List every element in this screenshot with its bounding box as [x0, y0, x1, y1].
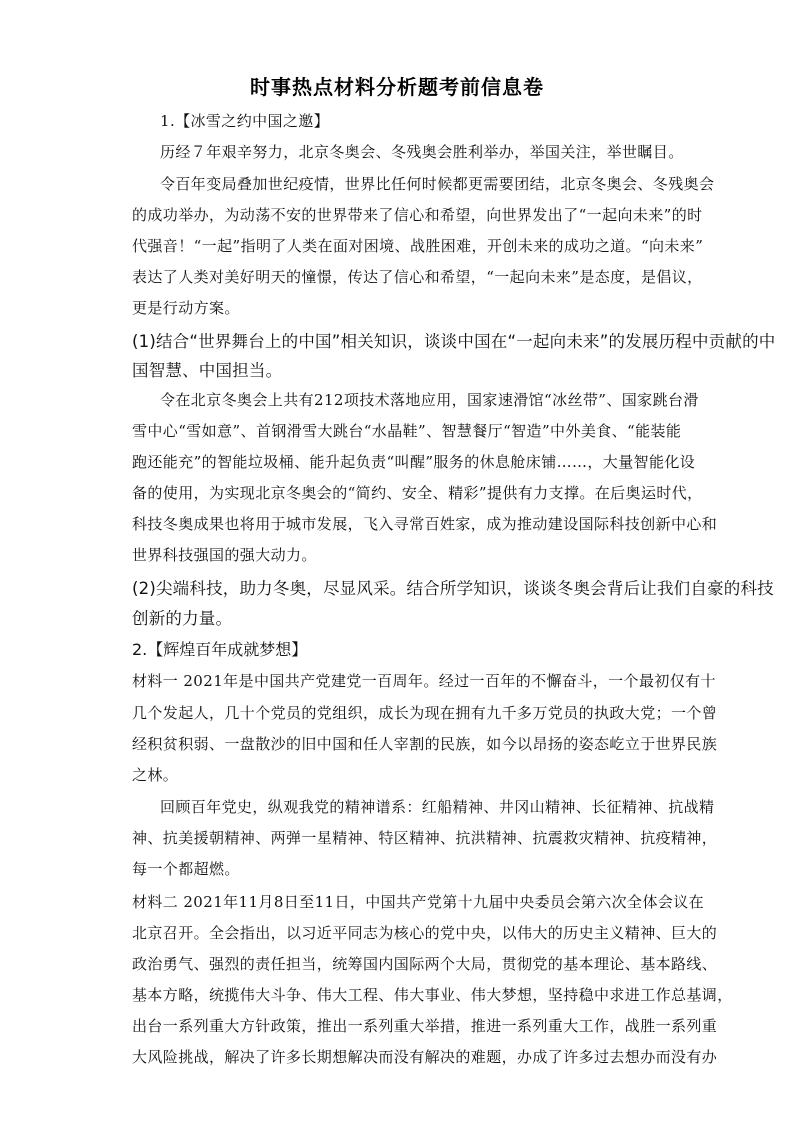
- q1-material2-line: 科技冬奥成果也将用于城市发展，飞入寻常百姓家，成为推动建设国际科技创新中心和: [132, 515, 718, 533]
- q1-material2-line: 跑还能充”的智能垃圾桶、能升起负责“叫醒”服务的休息舱床铺……，大量智能化设: [132, 453, 696, 471]
- q1-subquestion-2: (2)尖端科技，助力冬奥，尽显风采。结合所学知识，谈谈冬奥会背后让我们自豪的科技: [132, 579, 774, 598]
- q1-material2-line: 雪中心“雪如意”、首钢滑雪大跳台“水晶鞋”、智慧餐厅“智造”中外美食、“能装能: [132, 422, 682, 440]
- q2-material1-line: 经积贫积弱、一盘散沙的旧中国和任人宰割的民族，如今以昂扬的姿态屹立于世界民族: [132, 735, 718, 753]
- q1-subquestion-2: 创新的力量。: [132, 609, 233, 628]
- q2-material2-line: 北京召开。全会指出，以习近平同志为核心的党中央，以伟大的历史主义精神、巨大的: [132, 924, 718, 942]
- q2-material2-line: 政治勇气、强烈的责任担当，统筹国内国际两个大局，贯彻党的基本理论、基本路线、: [132, 955, 718, 973]
- q1-subquestion-1: 国智慧、中国担当。: [132, 361, 283, 380]
- q1-intro: 历经７年艰辛努力，北京冬奥会、冬残奥会胜利举办，举国关注，举世瞩目。: [160, 143, 684, 161]
- q1-heading: 1.【冰雪之约中国之邀】: [160, 112, 330, 130]
- q2-review-line: 每一个都超燃。: [132, 860, 240, 878]
- q1-material1-line: 令百年变局叠加世纪疫情，世界比任何时候都更需要团结，北京冬奥会、冬残奥会: [160, 175, 715, 193]
- q2-material2-line: 出台一系列重大方针政策，推出一系列重大举措，推进一系列重大工作，战胜一系列重: [132, 1017, 718, 1035]
- q1-material2-line: 备的使用，为实现北京冬奥会的“简约、安全、精彩”提供有力支撑。在后奥运时代，: [132, 484, 703, 502]
- q1-subquestion-1: (1)结合“世界舞台上的中国”相关知识，谈谈中国在“一起向未来”的发展历程中贡献的中: [132, 332, 776, 351]
- q1-material1-line: 代强音！“一起”指明了人类在面对困境、战胜困难，开创未来的成功之道。“向未来”: [132, 237, 704, 255]
- q2-material2-line: 大风险挑战，解决了许多长期想解决而没有解决的难题，办成了许多过去想办而没有办: [132, 1048, 718, 1066]
- document-title: 时事热点材料分析题考前信息卷: [250, 75, 544, 99]
- q1-material1-line: 更是行动方案。: [132, 299, 240, 317]
- q2-material2-line: 基本方略，统揽伟大斗争、伟大工程、伟大事业、伟大梦想，坚持稳中求进工作总基调，: [132, 986, 733, 1004]
- q1-material1-line: 的成功举办，为动荡不安的世界带来了信心和希望，向世界发出了“一起向未来”的时: [132, 206, 703, 224]
- q2-review-line: 神、抗美援朝精神、两弹一星精神、特区精神、抗洪精神、抗震救灾精神、抗疫精神，: [132, 829, 718, 847]
- q2-material1-line: 之林。: [132, 766, 179, 784]
- q2-heading: 2.【辉煌百年成就梦想】: [132, 640, 308, 659]
- q1-material2-line: 世界科技强国的强大动力。: [132, 546, 317, 564]
- q2-review-line: 回顾百年党史，纵观我党的精神谱系：红船精神、井冈山精神、长征精神、抗战精: [160, 798, 715, 816]
- q2-material1-line: 材料一 2021年是中国共产党建党一百周年。经过一百年的不懈奋斗，一个最初仅有十: [132, 672, 716, 690]
- q2-material1-line: 几个发起人，几十个党员的党组织，成长为现在拥有九千多万党员的执政大党；一个曾: [132, 704, 718, 722]
- q1-material1-line: 表达了人类对美好明天的憧憬，传达了信心和希望，“一起向未来”是态度，是倡议，: [132, 268, 703, 286]
- q2-material2-line: 材料二 2021年11月8日至11日，中国共产党第十九届中央委员会第六次全体会议在: [132, 893, 705, 911]
- q1-material2-line: 令在北京冬奥会上共有212项技术落地应用，国家速滑馆“冰丝带”、国家跳台滑: [160, 391, 699, 409]
